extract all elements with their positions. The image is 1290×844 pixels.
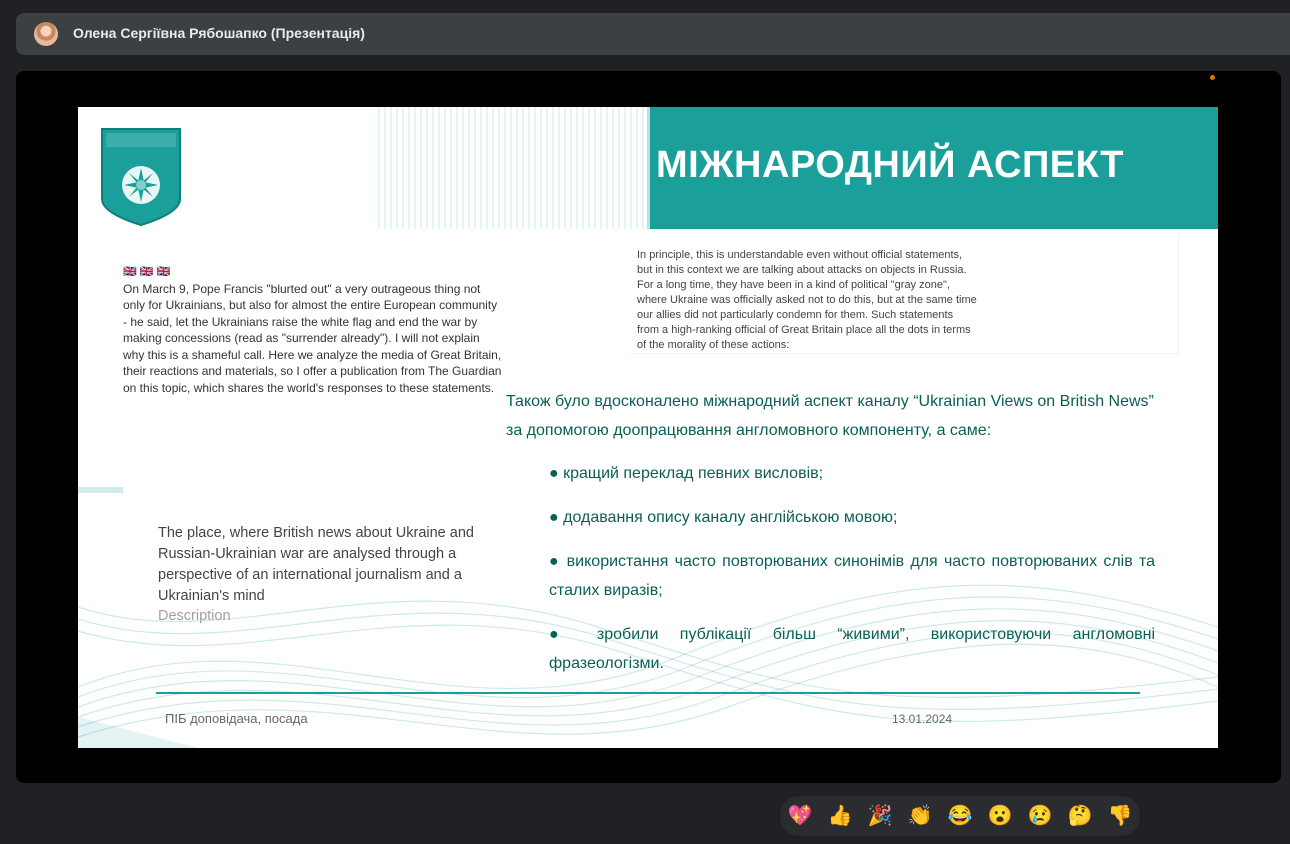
thumbs-down-icon[interactable]: 👎 [1107, 805, 1133, 827]
divider [156, 692, 1140, 694]
uk-flags: 🇬🇧 🇬🇧 🇬🇧 [123, 266, 171, 278]
slide [78, 107, 1218, 748]
bullet-item: ● кращий переклад певних висловів; [549, 465, 824, 482]
clapping-hands-icon[interactable]: 👏 [907, 805, 933, 827]
bullet-item: ● додавання опису каналу англійською мовою; [549, 509, 898, 526]
slide-title: МІЖНАРОДНИЙ АСПЕКТ [656, 144, 1124, 186]
reactions-bar [780, 796, 1140, 836]
presentation-stage[interactable] [16, 71, 1281, 783]
thinking-face-icon[interactable]: 🤔 [1067, 805, 1093, 827]
party-popper-icon[interactable]: 🎉 [867, 805, 893, 827]
crying-face-icon[interactable]: 😢 [1027, 805, 1053, 827]
bullet-item: ● використання часто повторюваних синонімів для часто повторюваних слів та сталих виразів; [549, 553, 1155, 599]
avatar [34, 22, 58, 46]
tears-of-joy-icon[interactable]: 😂 [947, 805, 973, 827]
channel-description: The place, where British news about Ukraine and Russian-Ukrainian war are analysed through a perspective of an international journalism and a Ukrainian's mind [158, 525, 474, 604]
footer-date: 13.01.2024 [892, 712, 953, 726]
sparkling-heart-icon[interactable]: 💖 [787, 805, 813, 827]
recording-dot-icon [1210, 75, 1215, 80]
footer-speaker: ПІБ доповідача, посада [165, 711, 308, 726]
presenter-name: Олена Сергіївна Рябошапко (Презентація) [73, 25, 365, 41]
presenter-bar [16, 13, 1290, 55]
english-post-left [123, 264, 503, 396]
decorative-stripes [378, 107, 648, 229]
thumbs-up-icon[interactable]: 👍 [827, 805, 853, 827]
english-post-right: In principle, this is understandable even without official statements, but in this context we are talking about attacks on objects in Russia. For a long time, they have been in a kind of political "gray zone", where Ukraine was officially asked not to do this, but at the same time our allies did not particularly condemn for them. Such statements from a high-ranking official of Great Britain place all the dots in terms of the morality of these actions: [637, 249, 977, 351]
university-logo [100, 127, 182, 227]
english-post-left-text: On March 9, Pope Francis "blurted out" a very outrageous thing not only for Ukrainians, but also for almost the entire European community - he said, let the Ukrainians raise the white flag and end the war by making concessions (read as "surrender already"). I will not explain why this is a shameful call. Here we analyze the media of Great Britain, their reactions and materials, so I offer a publication from The Guardian on this topic, which shares the world's responses to these statements. [123, 281, 502, 395]
surprised-face-icon[interactable]: 😮 [987, 805, 1013, 827]
description-label: Description [158, 608, 231, 624]
bullet-item: ● зробили публікації більш “живими”, використовуючи англомовні фразеологізми. [549, 626, 1155, 672]
ukrainian-intro: Також було вдосконалено міжнародний аспект каналу “Ukrainian Views on British News” за допомогою доопрацювання англомовного компоненту, а саме: [506, 393, 1154, 439]
